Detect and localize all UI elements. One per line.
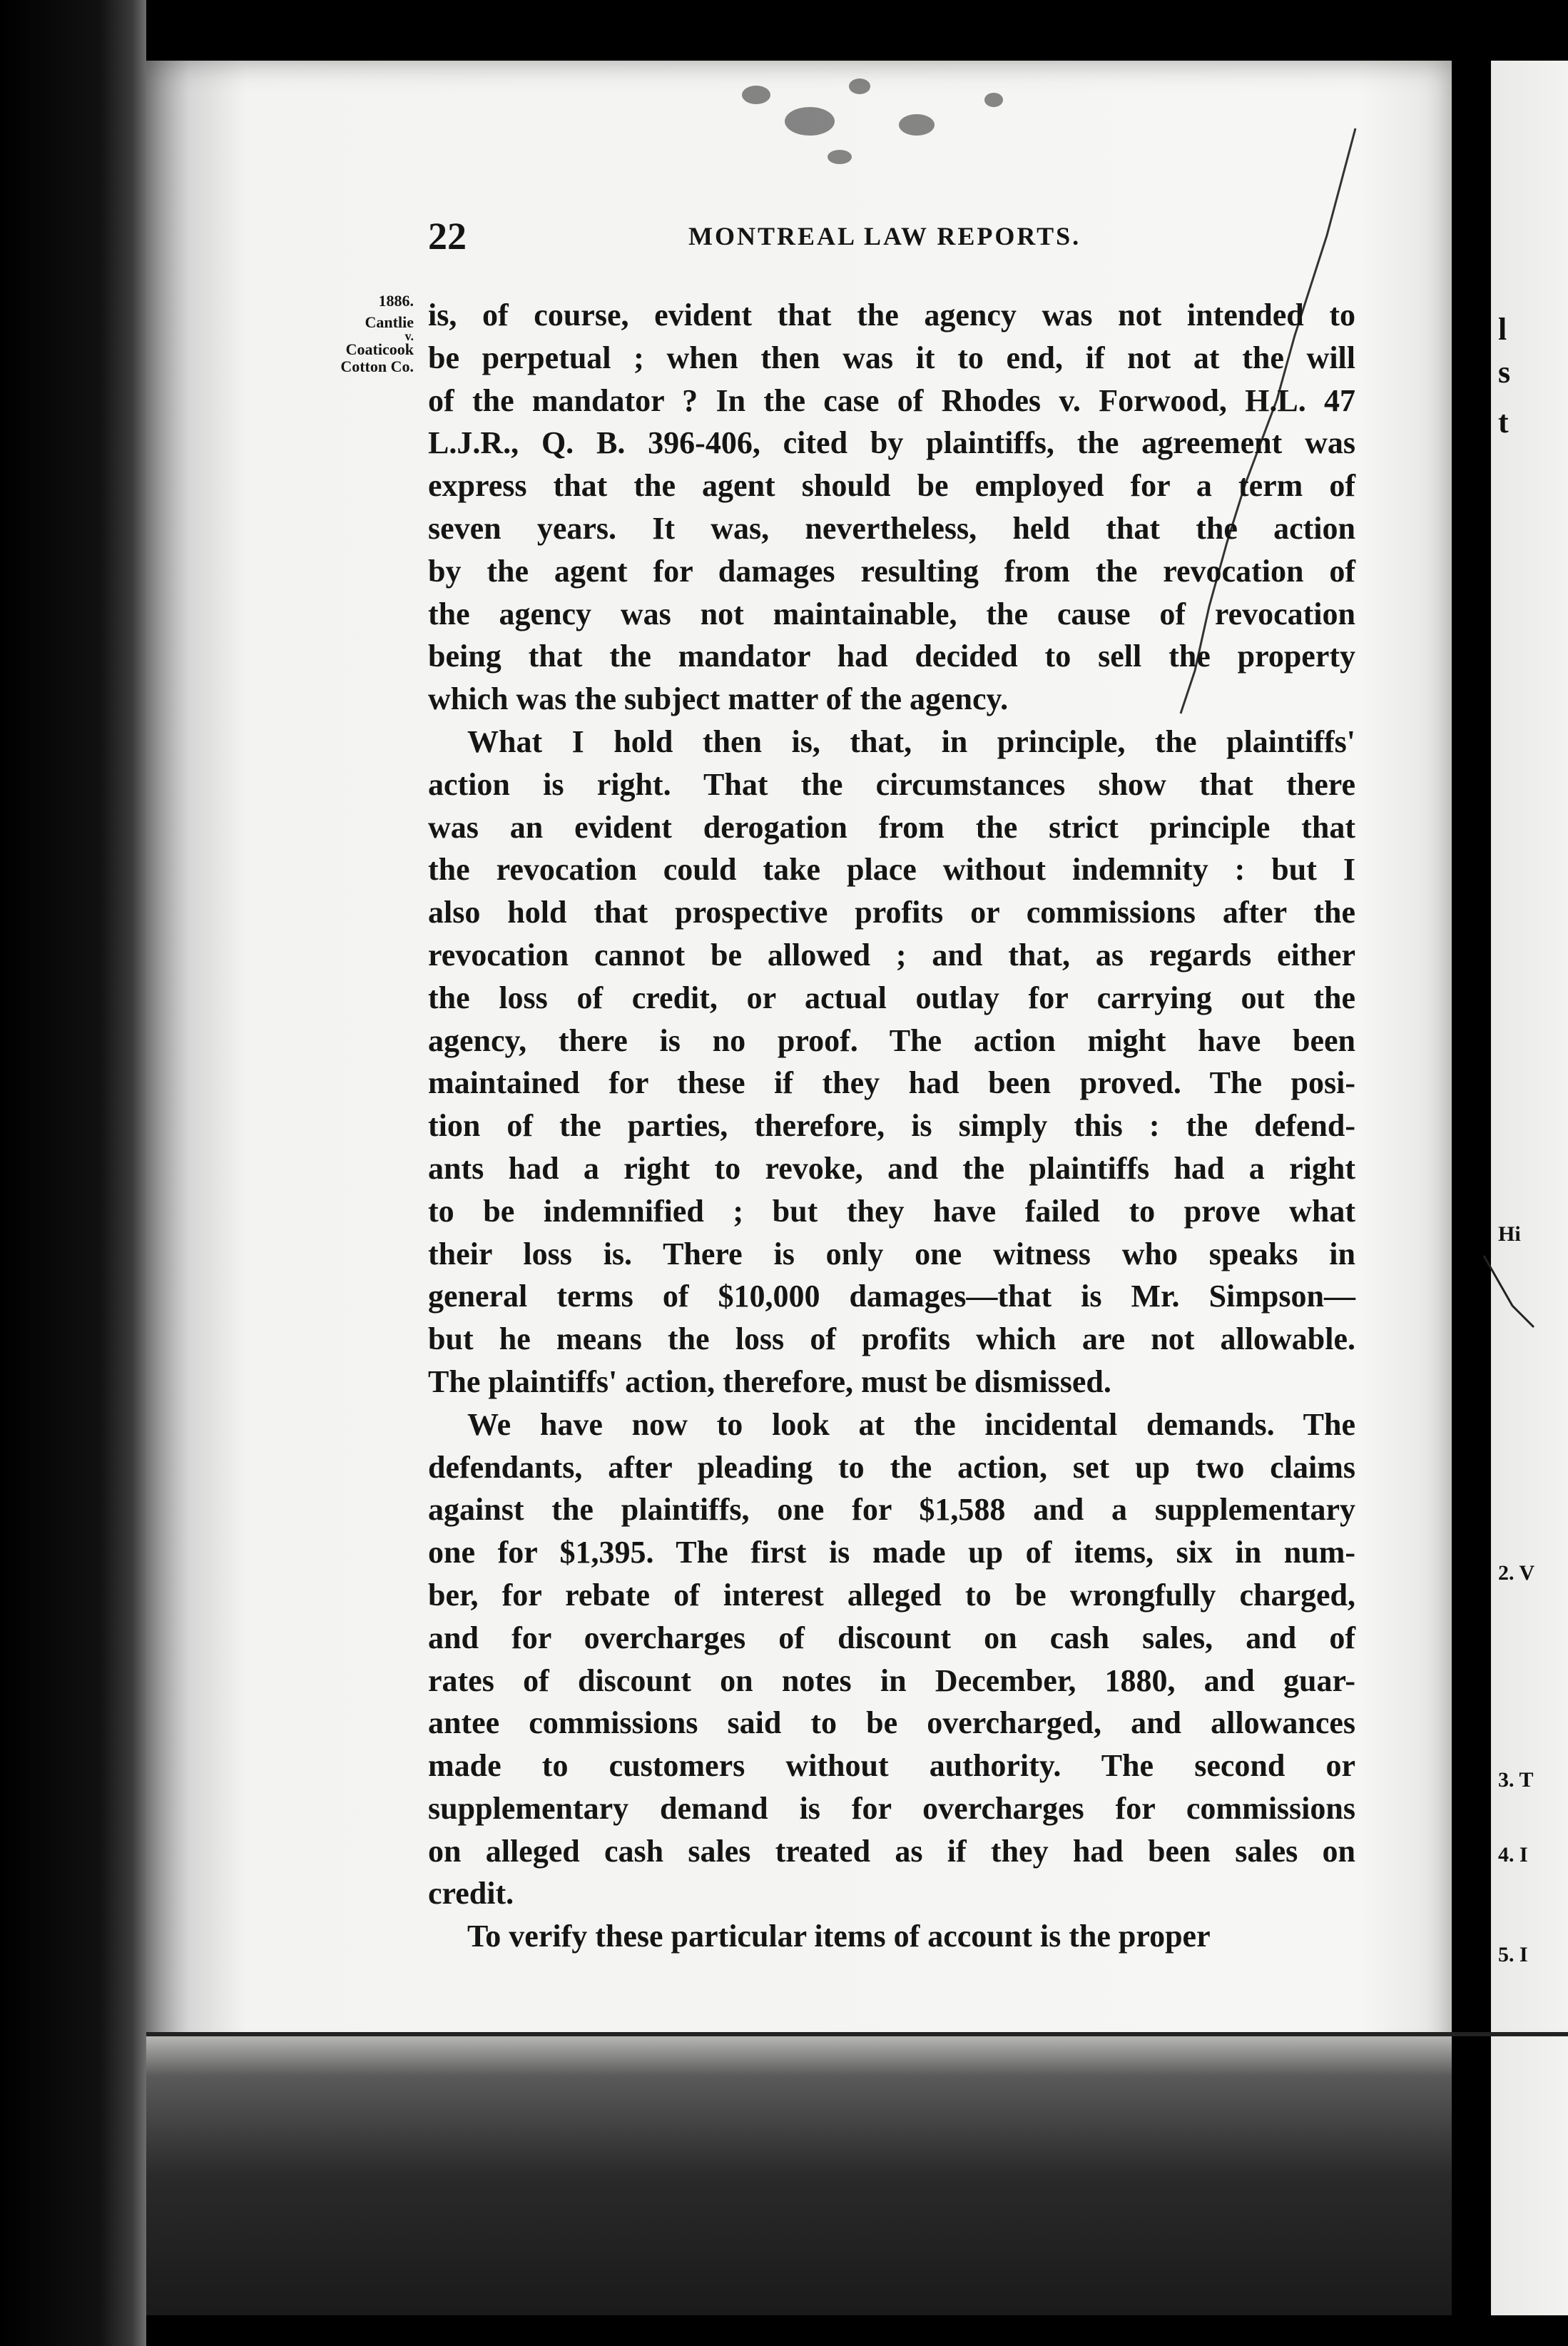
next-page-fragment: Hi bbox=[1498, 1222, 1521, 1246]
margin-case-line: Coaticook bbox=[345, 340, 414, 358]
binding-shadow bbox=[0, 0, 146, 2346]
text-line: ber, for rebate of interest alleged to be wrongfully charged, bbox=[428, 1577, 1355, 1613]
text-line: and for overcharges of discount on cash sales, and of bbox=[428, 1620, 1355, 1655]
next-page-fragment: t bbox=[1498, 405, 1509, 440]
text-line: general terms of $10,000 damages—that is Mr. Simpson— bbox=[428, 1279, 1355, 1314]
ink-stain bbox=[849, 78, 870, 94]
text-line: by the agent for damages resulting from the revocation of bbox=[428, 553, 1355, 589]
text-line: their loss is. There is only one witness who speaks in bbox=[428, 1236, 1355, 1271]
paragraph bbox=[428, 1403, 1355, 1916]
text-line: be perpetual ; when then was it to end, if not at the will bbox=[428, 340, 1355, 375]
margin-year: 1886. bbox=[378, 292, 414, 310]
body-text bbox=[428, 294, 1355, 1958]
margin-case-citation bbox=[285, 293, 414, 375]
text-line: which was the subject matter of the agency. bbox=[428, 681, 1009, 717]
text-line: rates of discount on notes in December, 1880, and guar- bbox=[428, 1662, 1355, 1698]
paragraph bbox=[428, 1915, 1355, 1958]
text-line: to be indemnified ; but they have failed to prove what bbox=[428, 1193, 1355, 1229]
text-line: maintained for these if they had been proved. The posi- bbox=[428, 1065, 1355, 1101]
paragraph bbox=[428, 294, 1355, 721]
text-line: one for $1,395. The first is made up of items, six in num- bbox=[428, 1535, 1355, 1570]
text-line: the agency was not maintainable, the cause of revocation bbox=[428, 596, 1355, 631]
text-line: the revocation could take place without indemnity : but I bbox=[428, 852, 1355, 888]
margin-case-line: Cotton Co. bbox=[340, 357, 414, 375]
text-line: ants had a right to revoke, and the plaintiffs had a right bbox=[428, 1150, 1355, 1186]
text-line: express that the agent should be employed for a term of bbox=[428, 468, 1355, 504]
text-line: We have now to look at the incidental demands. The bbox=[467, 1406, 1355, 1442]
text-line: revocation cannot be allowed ; and that, as regards either bbox=[428, 937, 1355, 973]
next-page-fragment: 2. V bbox=[1498, 1561, 1535, 1585]
running-head bbox=[428, 214, 1355, 257]
text-line: L.J.R., Q. B. 396-406, cited by plaintiffs, the agreement was bbox=[428, 425, 1355, 461]
text-line: was an evident derogation from the strict principle that bbox=[428, 809, 1355, 845]
text-line: being that the mandator had decided to sell the property bbox=[428, 639, 1355, 674]
next-page-fragment: s bbox=[1498, 355, 1511, 390]
text-line: also hold that prospective profits or commissions after the bbox=[428, 895, 1355, 930]
margin-case-line: Cantlie bbox=[365, 313, 414, 331]
text-line: the loss of credit, or actual outlay for carrying out the bbox=[428, 980, 1355, 1015]
page-gutter bbox=[1452, 0, 1491, 2346]
ink-stain bbox=[785, 107, 835, 136]
next-page-fragment: l bbox=[1498, 312, 1507, 347]
text-line: is, of course, evident that the agency was not intended to bbox=[428, 298, 1355, 332]
text-line: What I hold then is, that, in principle, the plaintiffs' bbox=[467, 723, 1355, 759]
page-number: 22 bbox=[428, 215, 467, 258]
bottom-shadow bbox=[146, 2033, 1452, 2315]
text-line: defendants, after pleading to the action, set up two claims bbox=[428, 1449, 1355, 1485]
text-line: The plaintiffs' action, therefore, must be dismissed. bbox=[428, 1364, 1111, 1399]
ink-stain bbox=[899, 114, 935, 136]
text-line: antee commissions said to be overcharged, and allowances bbox=[428, 1705, 1355, 1741]
text-line: agency, there is no proof. The action might have been bbox=[428, 1022, 1355, 1058]
text-line: To verify these particular items of account is the proper bbox=[467, 1919, 1211, 1954]
bottom-rule bbox=[146, 2032, 1568, 2036]
next-page-fragments bbox=[1491, 0, 1568, 2346]
running-title: MONTREAL LAW REPORTS. bbox=[688, 222, 1081, 250]
text-line: on alleged cash sales treated as if they had been sales on bbox=[428, 1833, 1355, 1869]
next-page-fragment: 5. I bbox=[1498, 1943, 1528, 1966]
next-page-fragment: 4. I bbox=[1498, 1843, 1528, 1867]
ink-stain bbox=[984, 93, 1003, 107]
text-line: supplementary demand is for overcharges for commissions bbox=[428, 1790, 1355, 1826]
text-line: against the plaintiffs, one for $1,588 and a supplementary bbox=[428, 1492, 1355, 1528]
text-line: made to customers without authority. The second or bbox=[428, 1748, 1355, 1784]
text-line: tion of the parties, therefore, is simply this : the defend- bbox=[428, 1108, 1355, 1144]
margin-case-line: v. bbox=[404, 329, 414, 343]
next-page-fragment: 3. T bbox=[1498, 1768, 1534, 1792]
text-line: seven years. It was, nevertheless, held that the action bbox=[428, 510, 1355, 546]
ink-stain bbox=[742, 86, 770, 104]
text-line: of the mandator ? In the case of Rhodes v. Forwood, H.L. 47 bbox=[428, 382, 1355, 418]
ink-stain bbox=[828, 150, 852, 164]
text-line: action is right. That the circumstances show that there bbox=[428, 766, 1355, 802]
text-line: but he means the loss of profits which are not allowable. bbox=[428, 1321, 1355, 1357]
paragraph bbox=[428, 721, 1355, 1403]
text-line: credit. bbox=[428, 1876, 514, 1911]
